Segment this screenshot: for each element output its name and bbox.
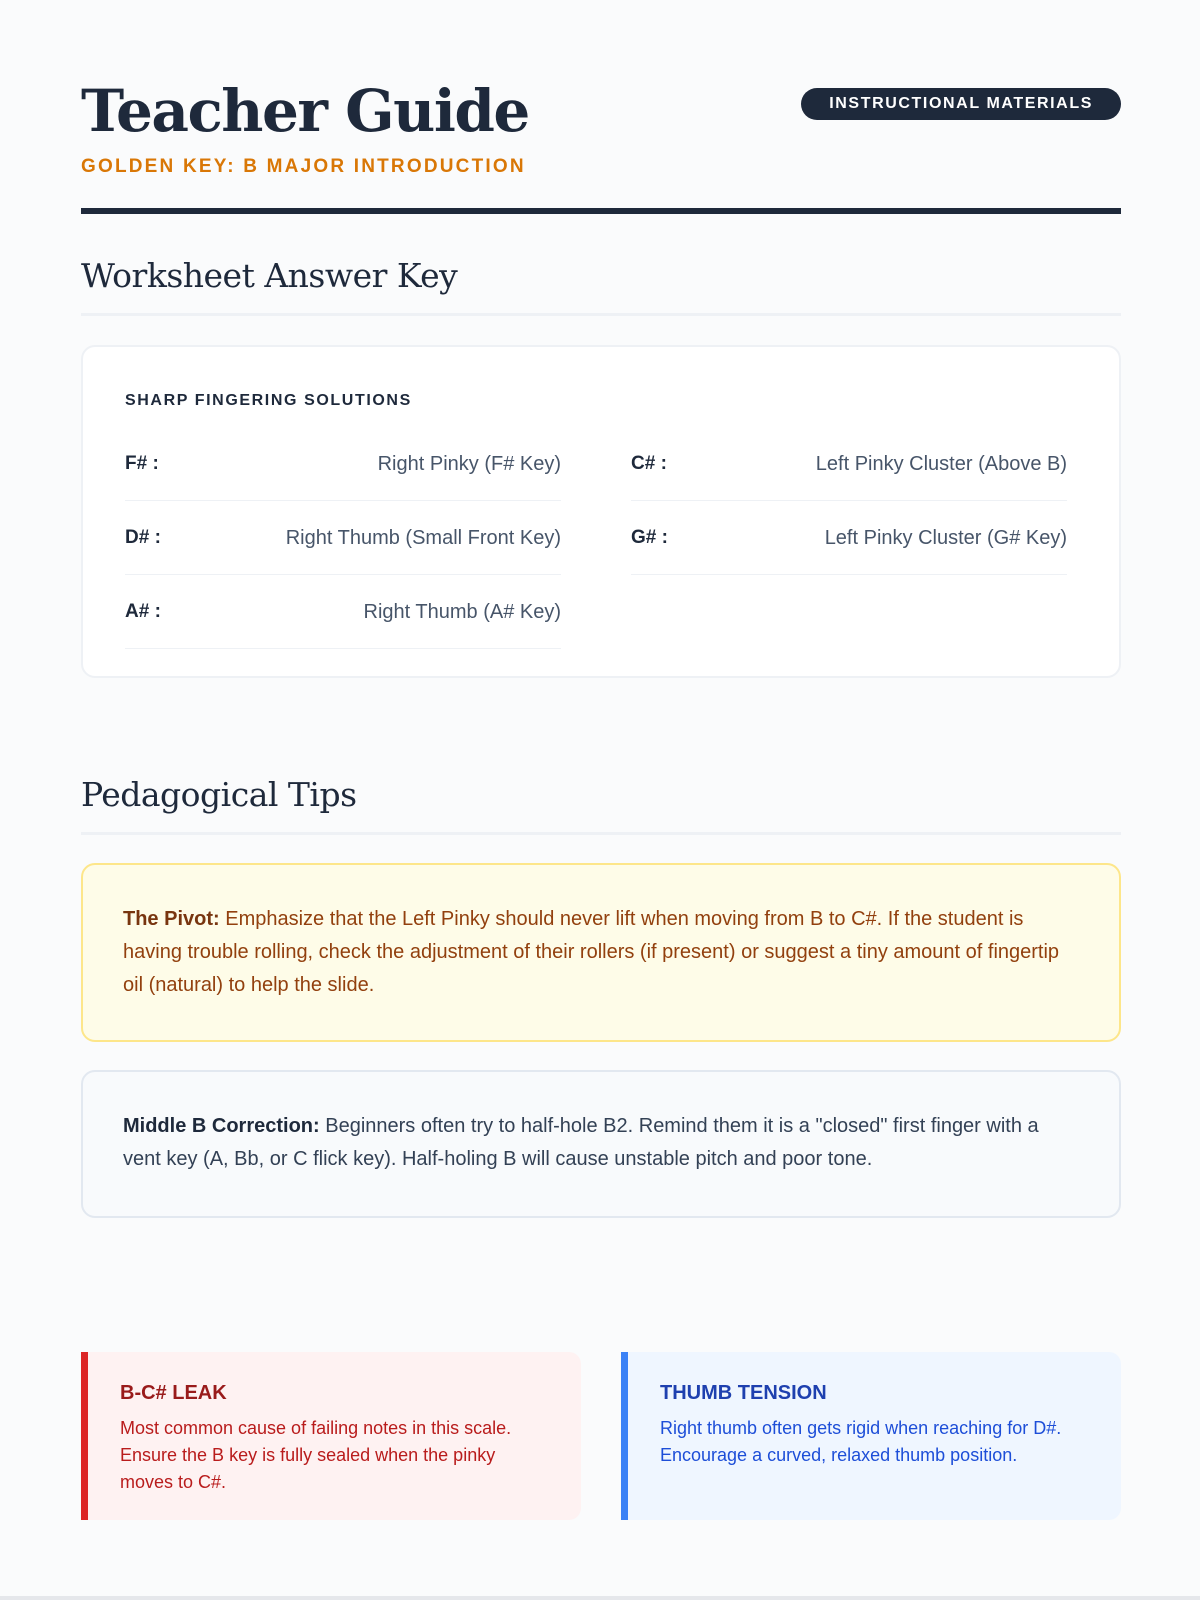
fingering-value: Right Thumb (A# Key) (363, 601, 561, 623)
fingering-value: Right Pinky (F# Key) (377, 453, 561, 475)
fingering-row-d-sharp (125, 501, 561, 575)
page-bottom-divider (0, 1596, 1200, 1600)
pedagogical-tips-heading: Pedagogical Tips (81, 775, 1121, 835)
note-label: F# : (125, 453, 159, 474)
note-body: Most common cause of failing notes in this scale. Ensure the B key is fully sealed when the pinky moves to C#. (120, 1418, 512, 1492)
fingering-value: Right Thumb (Small Front Key) (285, 527, 561, 549)
note-body: Right thumb often gets rigid when reaching for D#. Encourage a curved, relaxed thumb position. (660, 1418, 1062, 1465)
note-label: G# : (631, 527, 668, 548)
b-c-sharp-leak-note (81, 1352, 581, 1520)
page-subtitle: GOLDEN KEY: B MAJOR INTRODUCTION (81, 156, 526, 177)
instructional-materials-badge: INSTRUCTIONAL MATERIALS (801, 88, 1121, 120)
middle-b-tip-text: Beginners often try to half-hole B2. Remind them it is a "closed" first finger with a vent key (A, Bb, or C flick key). Half-holing B will cause unstable pitch and poor tone. (123, 1115, 1039, 1170)
fingering-row-g-sharp (631, 501, 1067, 575)
page-title: Teacher Guide (81, 77, 529, 145)
answer-key-heading: Worksheet Answer Key (81, 256, 1121, 316)
pivot-tip-text: Emphasize that the Left Pinky should never lift when moving from B to C#. If the student is having trouble rolling, check the adjustment of their rollers (if present) or suggest a tiny amount of fingertip oil (natural) to help the slide. (123, 908, 1060, 996)
note-title: B-C# LEAK (120, 1382, 227, 1404)
thumb-tension-note (621, 1352, 1121, 1520)
fingering-value: Left Pinky Cluster (G# Key) (824, 527, 1067, 549)
note-label: C# : (631, 453, 667, 474)
note-label: A# : (125, 601, 161, 622)
pivot-tip-label: The Pivot: (123, 908, 220, 930)
middle-b-tip (81, 1070, 1121, 1218)
sharp-fingering-card (81, 345, 1121, 678)
pivot-tip (81, 863, 1121, 1042)
sharp-fingering-title: SHARP FINGERING SOLUTIONS (125, 392, 412, 409)
fingering-row-c-sharp (631, 427, 1067, 501)
fingering-row-f-sharp (125, 427, 561, 501)
page-header (81, 0, 1121, 214)
fingering-value: Left Pinky Cluster (Above B) (815, 453, 1067, 475)
teacher-guide-page (81, 0, 1121, 1492)
note-label: D# : (125, 527, 161, 548)
middle-b-tip-label: Middle B Correction: (123, 1115, 320, 1137)
fingering-row-a-sharp (125, 575, 561, 649)
note-title: THUMB TENSION (660, 1382, 827, 1404)
